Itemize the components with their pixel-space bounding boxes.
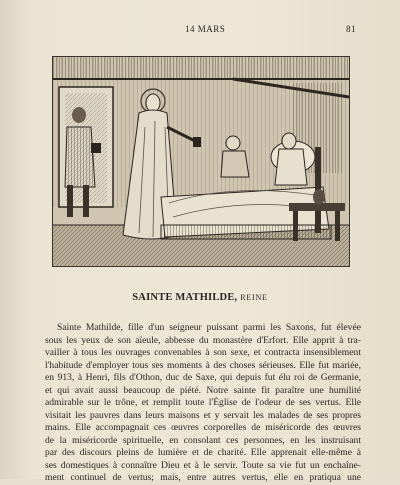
body-line: en 913, à Henri, fils d'Othon, duc de Saxe, qui depuis fut élu roi de Germanie, (45, 372, 361, 383)
engraving-drawing (53, 57, 349, 266)
body-line: par des discours pleins de lumière et de charité. Elle apprenait elle-même à (45, 447, 361, 458)
chapter-heading (0, 292, 400, 303)
body-paragraph (45, 322, 361, 485)
body-line: visitait les pauvres dans leurs maisons et y servait les malades de ses propres (45, 409, 361, 421)
body-line: de la miséricorde spirituelle, en consolant ces personnes, en les instruisant (45, 434, 361, 446)
heading-subtitle: REINE (240, 293, 268, 302)
body-line: ses domestiques à connaître Dieu et à le servir. Toute sa vie fut un enchaîne- (45, 459, 361, 471)
running-head-date: 14 MARS (185, 24, 226, 34)
body-line: sous les yeux de son aïeule, abbesse du monastère d'Erfort. Elle apprit à tra- (45, 334, 361, 346)
body-line: l'habitude d'employer tous ses moments à des choses sérieuses. Elle fut mariée, (45, 359, 361, 371)
body-line: ment continuel de vertus; mais, entre autres vertus, elle en pratiqua une (45, 472, 361, 483)
engraving-illustration (52, 56, 350, 267)
heading-title: SAINTE MATHILDE, (132, 292, 238, 303)
body-line: vailler à tous les ouvrages convenables à son sexe, et contracta insensiblement (45, 347, 361, 358)
body-line: et qui avait aussi beaucoup de piété. Notre sainte fit paraître une humilité (45, 384, 361, 396)
body-line: admirable sur le trône, et remplit toute l'Église de l'odeur de ses vertus. Elle (45, 397, 361, 408)
page-number: 81 (346, 24, 356, 34)
running-head (0, 24, 400, 38)
body-line: Sainte Mathilde, fille d'un seigneur puissant parmi les Saxons, fut élevée (57, 322, 361, 333)
body-line: mains. Elle accompagnait ces œuvres corporelles de miséricorde des œuvres (45, 422, 361, 433)
